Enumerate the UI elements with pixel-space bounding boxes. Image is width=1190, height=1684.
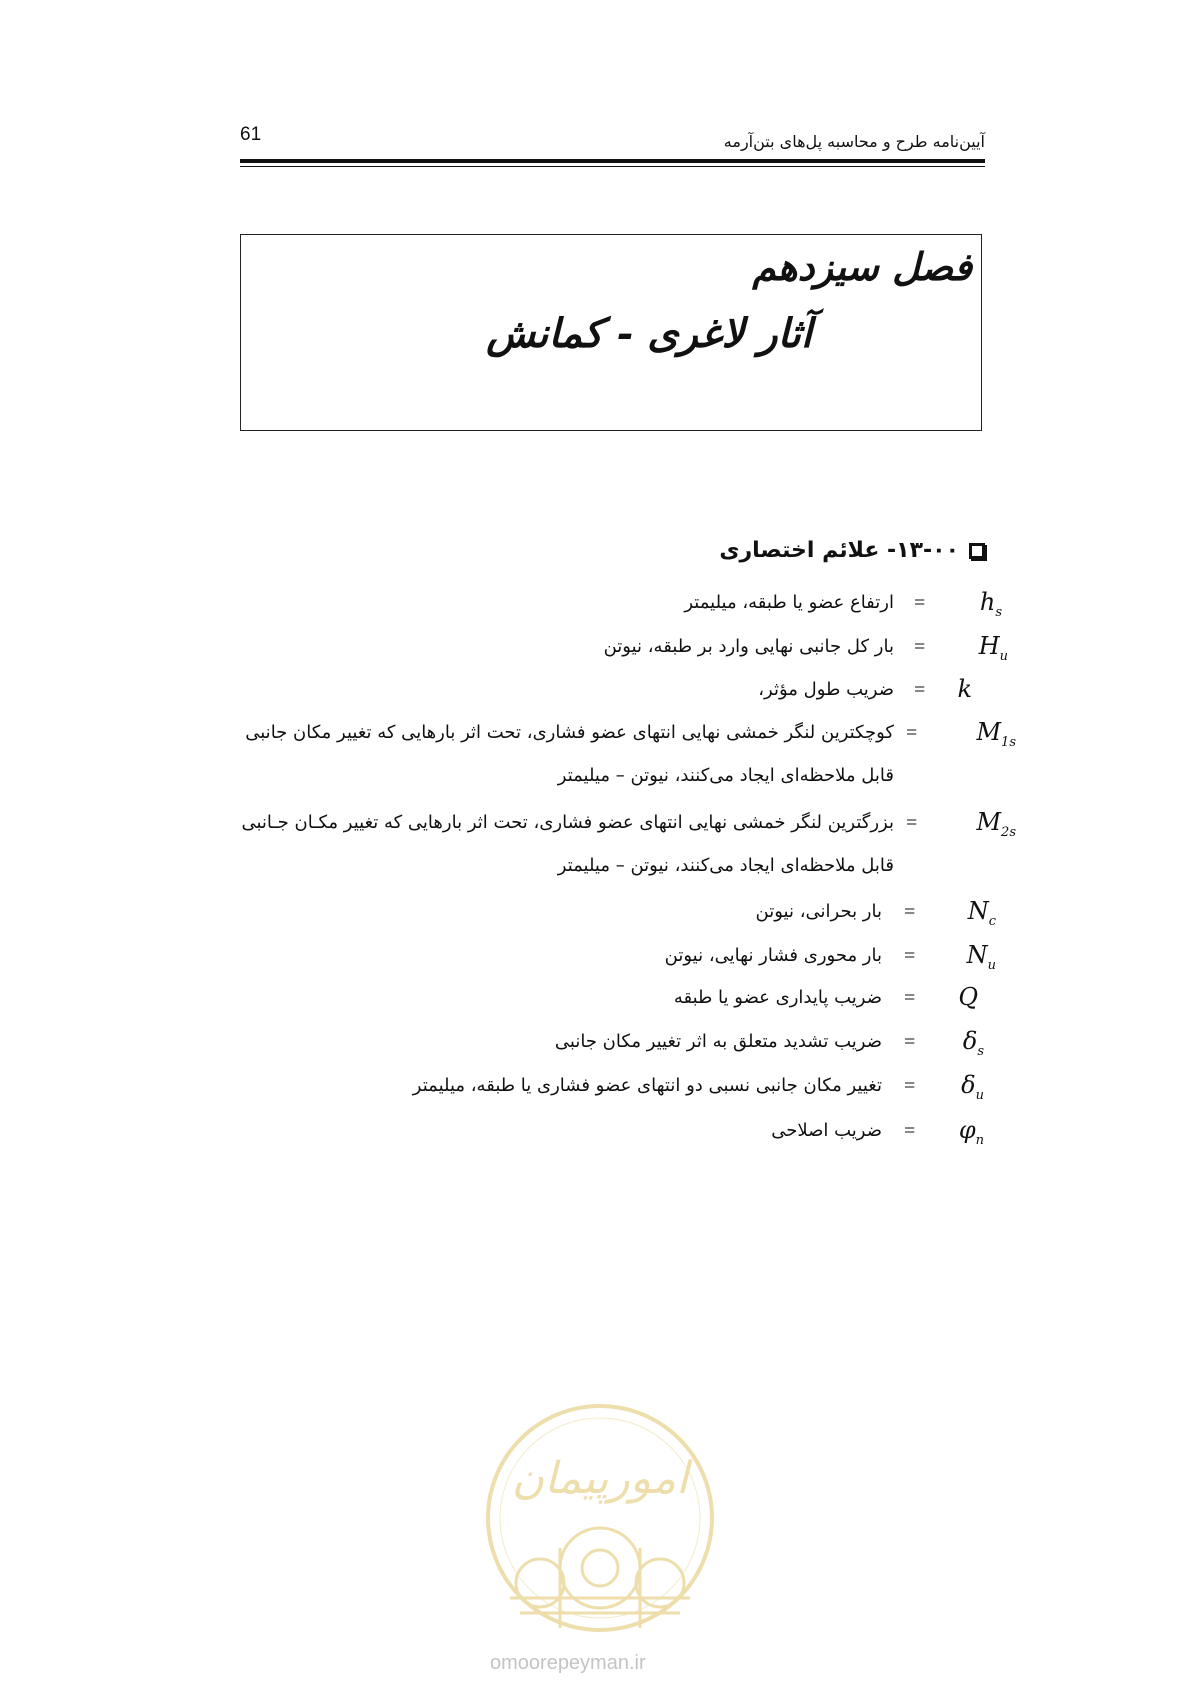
definition: تغییر مکان جانبی نسبی دو انتهای عضو فشاری یا طبقه، میلیمتر [412, 1075, 882, 1096]
definition-continuation: قابل ملاحظه‌ای ایجاد می‌کنند، نیوتن – میلیمتر [557, 765, 894, 786]
watermark-logo [480, 1398, 720, 1638]
header-rule-thin [240, 166, 985, 167]
symbol: $N_c$ [967, 897, 996, 929]
definition: ارتفاع عضو یا طبقه، میلیمتر [684, 592, 894, 613]
equals-sign: = [914, 636, 926, 658]
svg-text:امورپیمان: امورپیمان [511, 1453, 689, 1504]
equals-sign: = [906, 722, 918, 744]
equals-sign: = [904, 1075, 916, 1097]
symbol: $\delta_s$ [962, 1027, 984, 1059]
equals-sign: = [906, 812, 918, 834]
definition: ضریب طول مؤثر، [758, 679, 894, 700]
symbol: $M_{1s}$ [976, 718, 1016, 750]
definition: بار کل جانبی نهایی وارد بر طبقه، نیوتن [603, 636, 894, 657]
watermark-url: omoorepeyman.ir [490, 1652, 646, 1674]
equals-sign: = [904, 1120, 916, 1142]
symbol: $\delta_u$ [961, 1071, 984, 1103]
section-heading-text: ۱۳-۰۰- علائم اختصاری [719, 538, 959, 563]
definition: ضریب اصلاحی [771, 1120, 882, 1141]
symbol: k [957, 675, 972, 703]
symbol: $N_u$ [966, 941, 996, 973]
chapter-title: آثار لاغری - کمانش [486, 310, 812, 357]
equals-sign: = [914, 592, 926, 614]
symbol: $M_{2s}$ [976, 808, 1016, 840]
equals-sign: = [914, 679, 926, 701]
definition-continuation: قابل ملاحظه‌ای ایجاد می‌کنند، نیوتن – میلیمتر [557, 855, 894, 876]
page-number: 61 [240, 124, 262, 145]
definition: کوچکترین لنگر خمشی نهایی انتهای عضو فشاری، تحت اثر بارهایی که تغییر مکان جانبی [245, 722, 894, 743]
equals-sign: = [904, 1031, 916, 1053]
symbol: Q [958, 983, 978, 1011]
equals-sign: = [904, 987, 916, 1009]
header-rule-thick [240, 159, 985, 163]
definition: بار بحرانی، نیوتن [755, 901, 882, 922]
section-heading [719, 538, 985, 563]
definition: بار محوری فشار نهایی، نیوتن [664, 945, 882, 966]
definition: بزرگترین لنگر خمشی نهایی انتهای عضو فشاری، تحت اثر بارهایی که تغییر مکـان جـانبی [241, 812, 894, 833]
running-header: آیین‌نامه طرح و محاسبه پل‌های بتن‌آرمه [723, 132, 985, 151]
definition: ضریب تشدید متعلق به اثر تغییر مکان جانبی [554, 1031, 882, 1052]
symbol: $H_u$ [978, 632, 1008, 664]
equals-sign: = [904, 901, 916, 923]
equals-sign: = [904, 945, 916, 967]
definition: ضریب پایداری عضو یا طبقه [673, 987, 882, 1008]
checkbox-icon [969, 543, 985, 559]
chapter-number: فصل سیزدهم [752, 244, 972, 289]
symbol: $h_s$ [979, 588, 1002, 620]
symbol: $\varphi_n$ [958, 1116, 984, 1148]
